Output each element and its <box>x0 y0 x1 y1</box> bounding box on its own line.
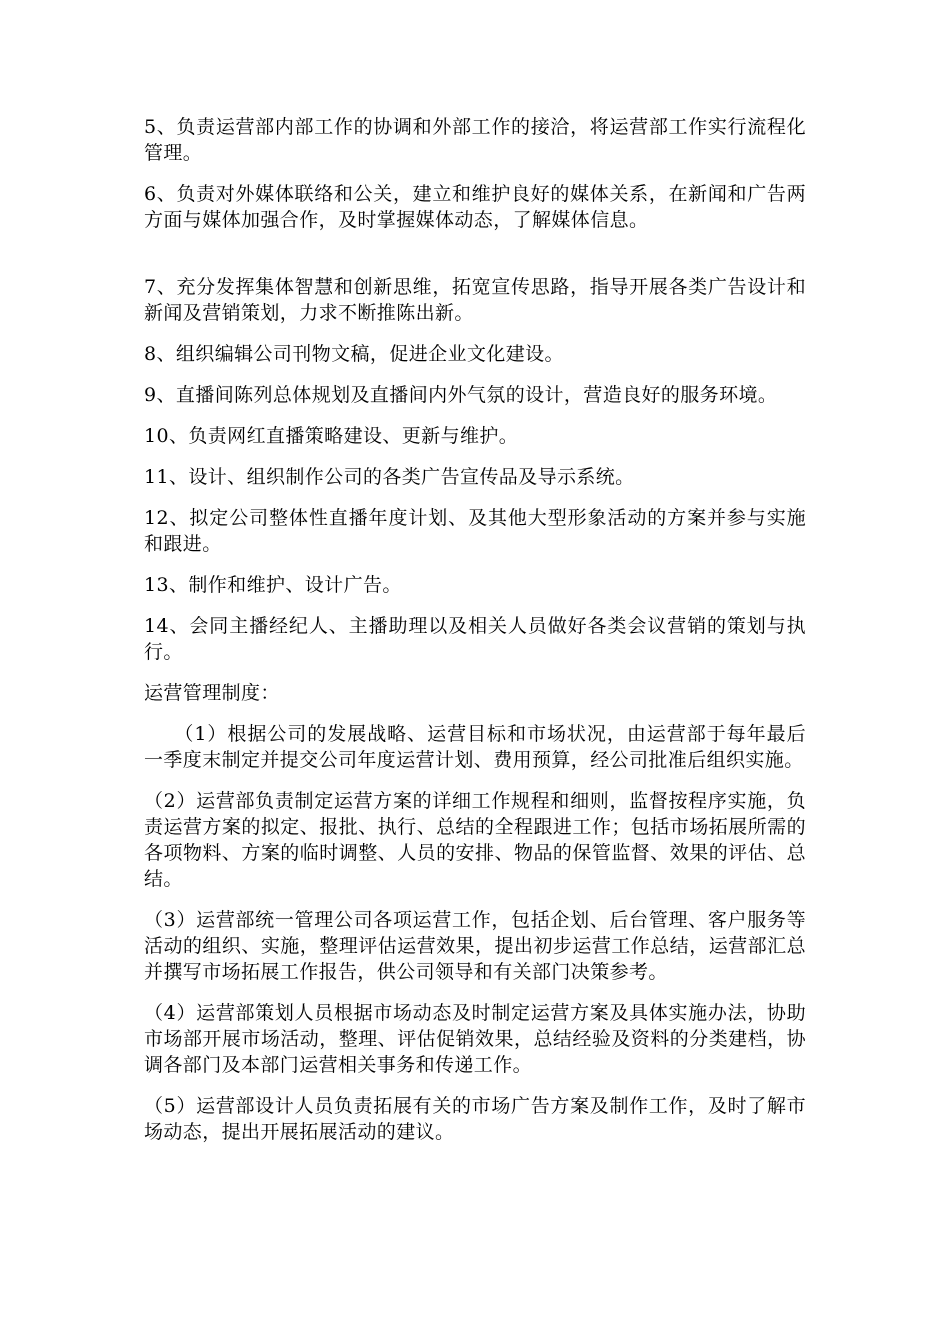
paragraph-item-13: 13、制作和维护、设计广告。 <box>144 574 402 596</box>
paragraph-item-6: 6、负责对外媒体联络和公关，建立和维护良好的媒体关系，在新闻和广告两方面与媒体加强合作，及时掌握媒体动态，了解媒体信息。 <box>144 183 806 231</box>
paragraph-item-9: 9、直播间陈列总体规划及直播间内外气氛的设计，营造良好的服务环境。 <box>144 384 778 406</box>
paragraph-item-8: 8、组织编辑公司刊物文稿，促进企业文化建设。 <box>144 343 564 365</box>
paragraph-item-12: 12、拟定公司整体性直播年度计划、及其他大型形象活动的方案并参与实施和跟进。 <box>144 507 806 555</box>
rule-item-4: （4）运营部策划人员根据市场动态及时制定运营方案及具体实施办法，协助市场部开展市场活动，整理、评估促销效果，总结经验及资料的分类建档，协调各部门及本部门运营相关事务和传递工作。 <box>144 1002 806 1076</box>
rule-item-1: （1）根据公司的发展战略、运营目标和市场状况，由运营部于每年最后一季度末制定并提交公司年度运营计划、费用预算，经公司批准后组织实施。 <box>144 723 806 771</box>
rule-item-2: （2）运营部负责制定运营方案的详细工作规程和细则，监督按程序实施，负责运营方案的拟定、报批、执行、总结的全程跟进工作；包括市场拓展所需的各项物料、方案的临时调整、人员的安排、物品的保管监督、效果的评估、总结。 <box>144 790 806 890</box>
rule-item-5: （5）运营部设计人员负责拓展有关的市场广告方案及制作工作，及时了解市场动态，提出开展拓展活动的建议。 <box>144 1095 806 1143</box>
section-heading: 运营管理制度： <box>144 682 280 704</box>
document-body <box>144 114 806 1160</box>
paragraph-item-14: 14、会同主播经纪人、主播助理以及相关人员做好各类会议营销的策划与执行。 <box>144 615 806 663</box>
paragraph-item-7: 7、充分发挥集体智慧和创新思维，拓宽宣传思路，指导开展各类广告设计和新闻及营销策划，力求不断推陈出新。 <box>144 276 806 324</box>
rule-item-3: （3）运营部统一管理公司各项运营工作，包括企划、后台管理、客户服务等活动的组织、实施，整理评估运营效果，提出初步运营工作总结，运营部汇总并撰写市场拓展工作报告，供公司领导和有关部门决策参考。 <box>144 909 806 983</box>
paragraph-item-11: 11、设计、组织制作公司的各类广告宣传品及导示系统。 <box>144 466 635 488</box>
paragraph-item-5: 5、负责运营部内部工作的协调和外部工作的接洽，将运营部工作实行流程化管理。 <box>144 116 806 164</box>
paragraph-item-10: 10、负责网红直播策略建设、更新与维护。 <box>144 425 519 447</box>
